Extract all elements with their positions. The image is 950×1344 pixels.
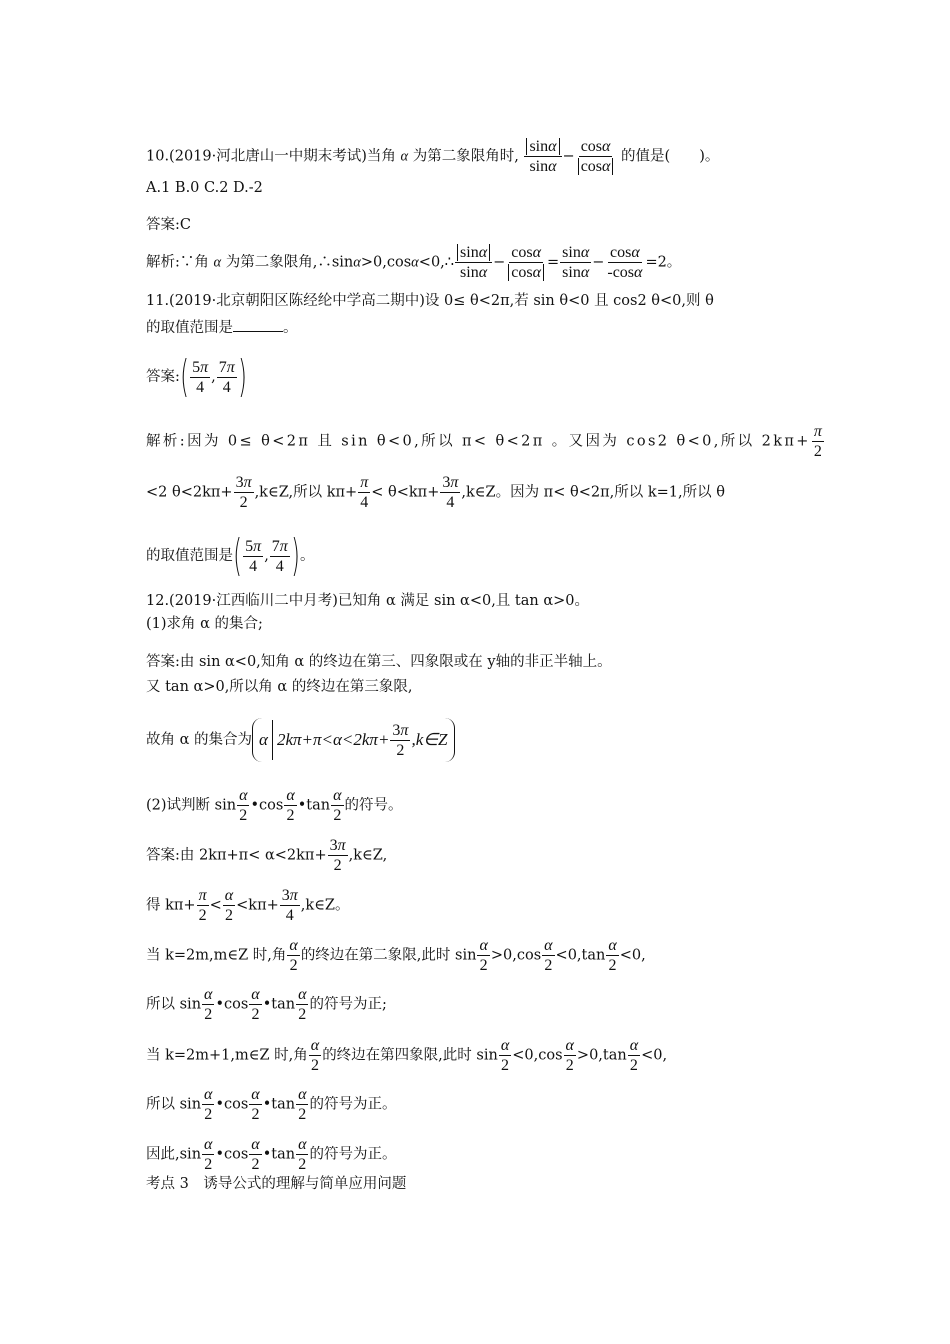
q12-sign1: 所以 sin $\frac{\alpha}{2}$ •cos $\frac{\alpha}{2}$ •tan $\frac{\alpha}{2}$ 的符号为正; — [146, 986, 387, 1023]
formula-fraction: $\frac{\pi}{2}$ — [198, 887, 207, 924]
q12-sign1-head: 所以 sin — [146, 996, 202, 1013]
formula-fraction: $\frac{3\pi}{2}$ — [392, 721, 409, 759]
formula-fraction: $\frac{7\pi}{4}$ — [218, 358, 235, 396]
q12-a1-line3-text: 故角 α 的集合为 — [146, 732, 253, 748]
q10-sol-gt: >0,cos — [360, 254, 412, 271]
q10-sol-lt: <0,∴ — [418, 254, 455, 271]
formula-fraction: $\frac{3\pi}{4}$ — [442, 474, 459, 511]
q12-sign1-tail: 的符号为正; — [309, 996, 387, 1013]
formula-fraction: $\frac{\alpha}{2}$ — [224, 887, 234, 924]
formula-fraction: $\frac{\alpha}{2}$ — [298, 986, 307, 1023]
q10-stem-mid: 为第二象限角时, — [412, 148, 519, 165]
q10-answer: 答案:C — [146, 217, 191, 233]
q10-sol-tail: =2。 — [645, 254, 682, 271]
q12-a2-line1 — [146, 836, 820, 875]
formula-fraction: $\frac{\sin\alpha}{\sin\alpha}$ — [455, 243, 492, 282]
q11-answer: 答案:( $\frac{5\pi}{4}$ , $\frac{7\pi}{4}$ ) — [146, 351, 247, 402]
q12-a1-line2: 又 tan α>0,所以角 α 的终边在第三象限, — [146, 679, 413, 695]
formula-fraction: $\frac{\alpha}{2}$ — [204, 1086, 213, 1123]
formula-fraction: $\frac{5\pi}{4}$ — [245, 537, 262, 575]
q12-a2-1-tail: ,k∈Z, — [348, 847, 388, 864]
q12-part1: (1)求角 α 的集合; — [146, 616, 263, 632]
q12-case1-s1: >0,cos — [490, 947, 542, 964]
q11-stem-text: 的取值范围是 — [146, 320, 233, 336]
formula-fraction: $\frac{7\pi}{4}$ — [271, 537, 288, 575]
q10-stem-head: 10.(2019·河北唐山一中期末考试)当角 — [146, 148, 396, 165]
q11-sol-2b: ,k∈Z,所以 kπ+ — [254, 484, 358, 501]
q11-stem-line2 — [146, 317, 820, 339]
q12-conclusion: 因此,sin $\frac{\alpha}{2}$ •cos $\frac{\alpha}{2}$ •tan $\frac{\alpha}{2}$ 的符号为正。 — [146, 1136, 397, 1173]
formula-fraction: $\frac{\cos\alpha}{-\cos\alpha}$ — [607, 244, 643, 281]
q11-sol-line1 — [146, 422, 820, 461]
formula-fraction: $\frac{\alpha}{2}$ — [204, 1136, 213, 1173]
q12-case2-head: 当 k=2m+1,m∈Z 时,角 — [146, 1047, 308, 1064]
q12-case2-s1: <0,cos — [512, 1047, 563, 1064]
q12-case2-s2: >0,tan — [576, 1047, 627, 1064]
formula-fraction: $\frac{\alpha}{2}$ — [500, 1037, 510, 1074]
q12-a2-2-tail: ,k∈Z。 — [300, 897, 350, 914]
q12-part2: (2)试判断 sin $\frac{\alpha}{2}$ •cos $\frac{\alpha}{2}$ •tan $\frac{\alpha}{2}$ 的符号。 — [146, 787, 403, 824]
q12-conclusion-head: 因此,sin — [146, 1146, 202, 1163]
q12-case1-s2: <0,tan — [555, 947, 606, 964]
formula-fraction: $\frac{3\pi}{4}$ — [281, 887, 298, 924]
formula-fraction: $\frac{\alpha}{2}$ — [251, 1086, 260, 1123]
q12-a2-2-head: 得 kπ+ — [146, 897, 196, 914]
q11-sol-line1-text: 解析:因为 0≤ θ<2π 且 sin θ<0,所以 π< θ<2π 。又因为 cos2 θ<0,所以 2kπ+ — [146, 433, 811, 450]
formula-fraction: $\frac{\pi}{2}$ — [813, 423, 822, 460]
q11-sol-line3: 的取值范围是( $\frac{5\pi}{4}$ , $\frac{7\pi}{4}$ )。 — [146, 530, 315, 581]
formula-fraction: $\frac{\alpha}{2}$ — [239, 787, 248, 824]
formula-fraction: $\frac{\alpha}{2}$ — [286, 787, 295, 824]
answer-blank — [233, 331, 283, 332]
q12-case2-s3: <0, — [641, 1047, 668, 1064]
formula-fraction: $\frac{3\pi}{2}$ — [329, 837, 346, 874]
formula-fraction: $\frac{3\pi}{2}$ — [235, 474, 252, 511]
q12-case2 — [146, 1036, 820, 1075]
formula-fraction: $\frac{\alpha}{2}$ — [251, 1136, 260, 1173]
q12-a2-1-head: 答案:由 2kπ+π< α<2kπ+ — [146, 847, 327, 864]
q11-sol-line3-end: 。 — [299, 548, 315, 564]
formula-fraction: $\frac{\alpha}{2}$ — [289, 937, 298, 974]
q11-sol-line2 — [146, 473, 820, 512]
q10-stem-tail: 的值是( )。 — [621, 148, 720, 165]
q12-a1-line3 — [146, 718, 820, 762]
q12-sign2: 所以 sin $\frac{\alpha}{2}$ •cos $\frac{\alpha}{2}$ •tan $\frac{\alpha}{2}$ 的符号为正。 — [146, 1086, 397, 1123]
formula-fraction: $\frac{\alpha}{2}$ — [629, 1037, 639, 1074]
q11-answer-label: 答案: — [146, 369, 180, 385]
formula-fraction: $\frac{\cos\alpha}{\cos\alpha}$ — [506, 243, 546, 282]
formula-fraction: $\frac{\pi}{4}$ — [360, 474, 369, 511]
formula-fraction: $\frac{\alpha}{2}$ — [565, 1037, 574, 1074]
formula-fraction: $\frac{\alpha}{2}$ — [251, 986, 260, 1023]
q10-sol-head: 解析:∵角 — [146, 254, 209, 271]
q12-stem: 12.(2019·江西临川二中月考)已知角 α 满足 sin α<0,且 tan α>0。 — [146, 593, 589, 609]
q12-case1-s3: <0, — [619, 947, 646, 964]
q12-sign2-tail: 的符号为正。 — [309, 1096, 397, 1113]
q10-options: A.1 B.0 C.2 D.-2 — [146, 180, 263, 196]
formula-fraction: $\frac{\sin\alpha}{\sin\alpha}$ — [562, 244, 590, 281]
formula-fraction: $\frac{\alpha}{2}$ — [298, 1086, 307, 1123]
formula-fraction: $\frac{\cos\alpha}{\cos\alpha}$ — [576, 137, 616, 176]
formula-fraction: $\frac{\alpha}{2}$ — [204, 986, 213, 1023]
q12-p2-tail: 的符号。 — [344, 797, 403, 814]
formula-fraction: $\frac{\alpha}{2}$ — [608, 937, 617, 974]
q12-a1-line1: 答案:由 sin α<0,知角 α 的终边在第三、四象限或在 y轴的非正半轴上。 — [146, 654, 612, 670]
formula-fraction: $\frac{5\pi}{4}$ — [192, 358, 209, 396]
q11-stem-end: 。 — [283, 320, 298, 336]
q11-sol-2d: ,k∈Z。因为 π< θ<2π,所以 k=1,所以 θ — [461, 484, 725, 501]
q12-case1-head: 当 k=2m,m∈Z 时,角 — [146, 947, 287, 964]
formula-fraction: $\frac{\alpha}{2}$ — [298, 1136, 307, 1173]
q10-solution: 解析:∵角 α 为第二象限角,∴sinα>0,cosα<0,∴ $\frac{\sin\alpha}{\sin\alpha}$ − $\frac{\cos\alpha}{\cos\alpha}$ = $\frac{\sin\alpha}{\sin\alpha}$ − $\frac{\cos\alpha}{-\cos\alpha}$ =2。 — [146, 244, 682, 281]
q11-sol-2c: < θ<kπ+ — [371, 484, 440, 501]
q11-sol-line3-text: 的取值范围是 — [146, 548, 233, 564]
formula-fraction: $\frac{\alpha}{2}$ — [333, 787, 342, 824]
q12-case2-mid: 的终边在第四象限,此时 sin — [322, 1047, 498, 1064]
section-heading: 考点 3 诱导公式的理解与简单应用问题 — [146, 1176, 407, 1192]
q12-conclusion-tail: 的符号为正。 — [309, 1146, 397, 1163]
q12-sign2-head: 所以 sin — [146, 1096, 202, 1113]
formula-fraction: $\frac{\alpha}{2}$ — [479, 937, 488, 974]
q10-stem: 10.(2019·河北唐山一中期末考试)当角 α 为第二象限角时, $\frac{\sin\alpha}{\sin\alpha}$ − $\frac{\cos\alpha}{\cos\alpha}$ 的值是( )。 — [146, 138, 720, 175]
q10-sol-mid: 为第二象限角,∴sin — [225, 254, 354, 271]
formula-fraction: $\frac{\alpha}{2}$ — [310, 1037, 320, 1074]
formula-fraction: $\frac{\alpha}{2}$ — [544, 937, 553, 974]
angle-set-formula: α 2 k π+π<α<2 k π+ $\frac{3\pi}{2}$ , k ∈ Z — [252, 718, 455, 762]
q11-sol-2a: <2 θ<2kπ+ — [146, 484, 233, 501]
q12-a2-line2: 得 kπ+ $\frac{\pi}{2}$ < $\frac{\alpha}{2}$ <kπ+ $\frac{3\pi}{4}$ ,k∈Z。 — [146, 887, 350, 924]
q12-case1-mid: 的终边在第二象限,此时 sin — [300, 947, 477, 964]
q12-p2-head: (2)试判断 sin — [146, 797, 237, 814]
q12-case1 — [146, 936, 820, 975]
formula-fraction: $\frac{\sin\alpha}{\sin\alpha}$ — [524, 137, 561, 176]
q11-stem-line1: 11.(2019·北京朝阳区陈经纶中学高二期中)设 0≤ θ<2π,若 sin θ<0 且 cos2 θ<0,则 θ — [146, 293, 714, 309]
